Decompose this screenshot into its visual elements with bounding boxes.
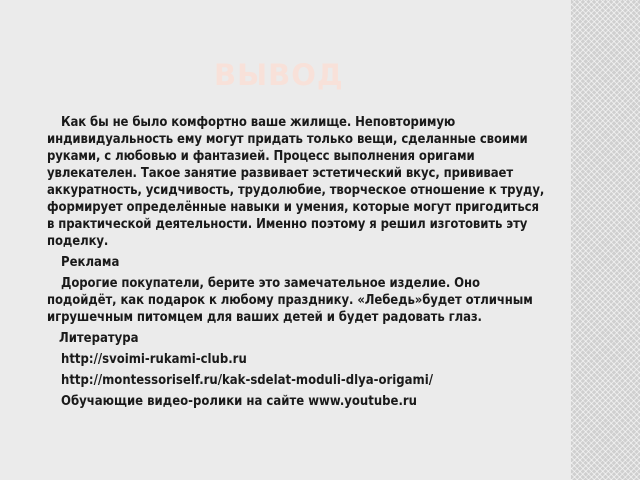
decorative-stripe bbox=[571, 0, 640, 480]
reference-item: http://montessoriself.ru/kak-sdelat-moduli-dlya-origami/ bbox=[61, 373, 434, 388]
ad-paragraph: Дорогие покупатели, берите это замечательное изделие. Оно подойдёт, как подарок к любому празднику. «Лебедь»будет отличным игрушечным питомцем для ваших детей и будет радовать глаз. bbox=[47, 276, 533, 325]
slide-body bbox=[47, 114, 547, 414]
conclusion-paragraph: Как бы не было комфортно ваше жилище. Неповторимую индивидуальность ему могут придать только вещи, сделанные своими руками, с любовью и фантазией. Процесс выполнения оригами увлекателен. Такое занятие развивает эстетический вкус, прививает аккуратность, усидчивость, трудолюбие, творческое отношение к труду, формирует определённые навыки и умения, которые могут пригодиться в практической деятельности. Именно поэтому я решил изготовить эту поделку. bbox=[47, 115, 545, 249]
reference-item: http://svoimi-rukami-club.ru bbox=[61, 352, 247, 367]
reference-item: Обучающие видео-ролики на сайте www.youtube.ru bbox=[61, 394, 418, 409]
ad-heading: Реклама bbox=[61, 255, 120, 270]
slide-title: ВЫВОД bbox=[214, 58, 344, 92]
literature-heading: Литература bbox=[59, 331, 139, 346]
